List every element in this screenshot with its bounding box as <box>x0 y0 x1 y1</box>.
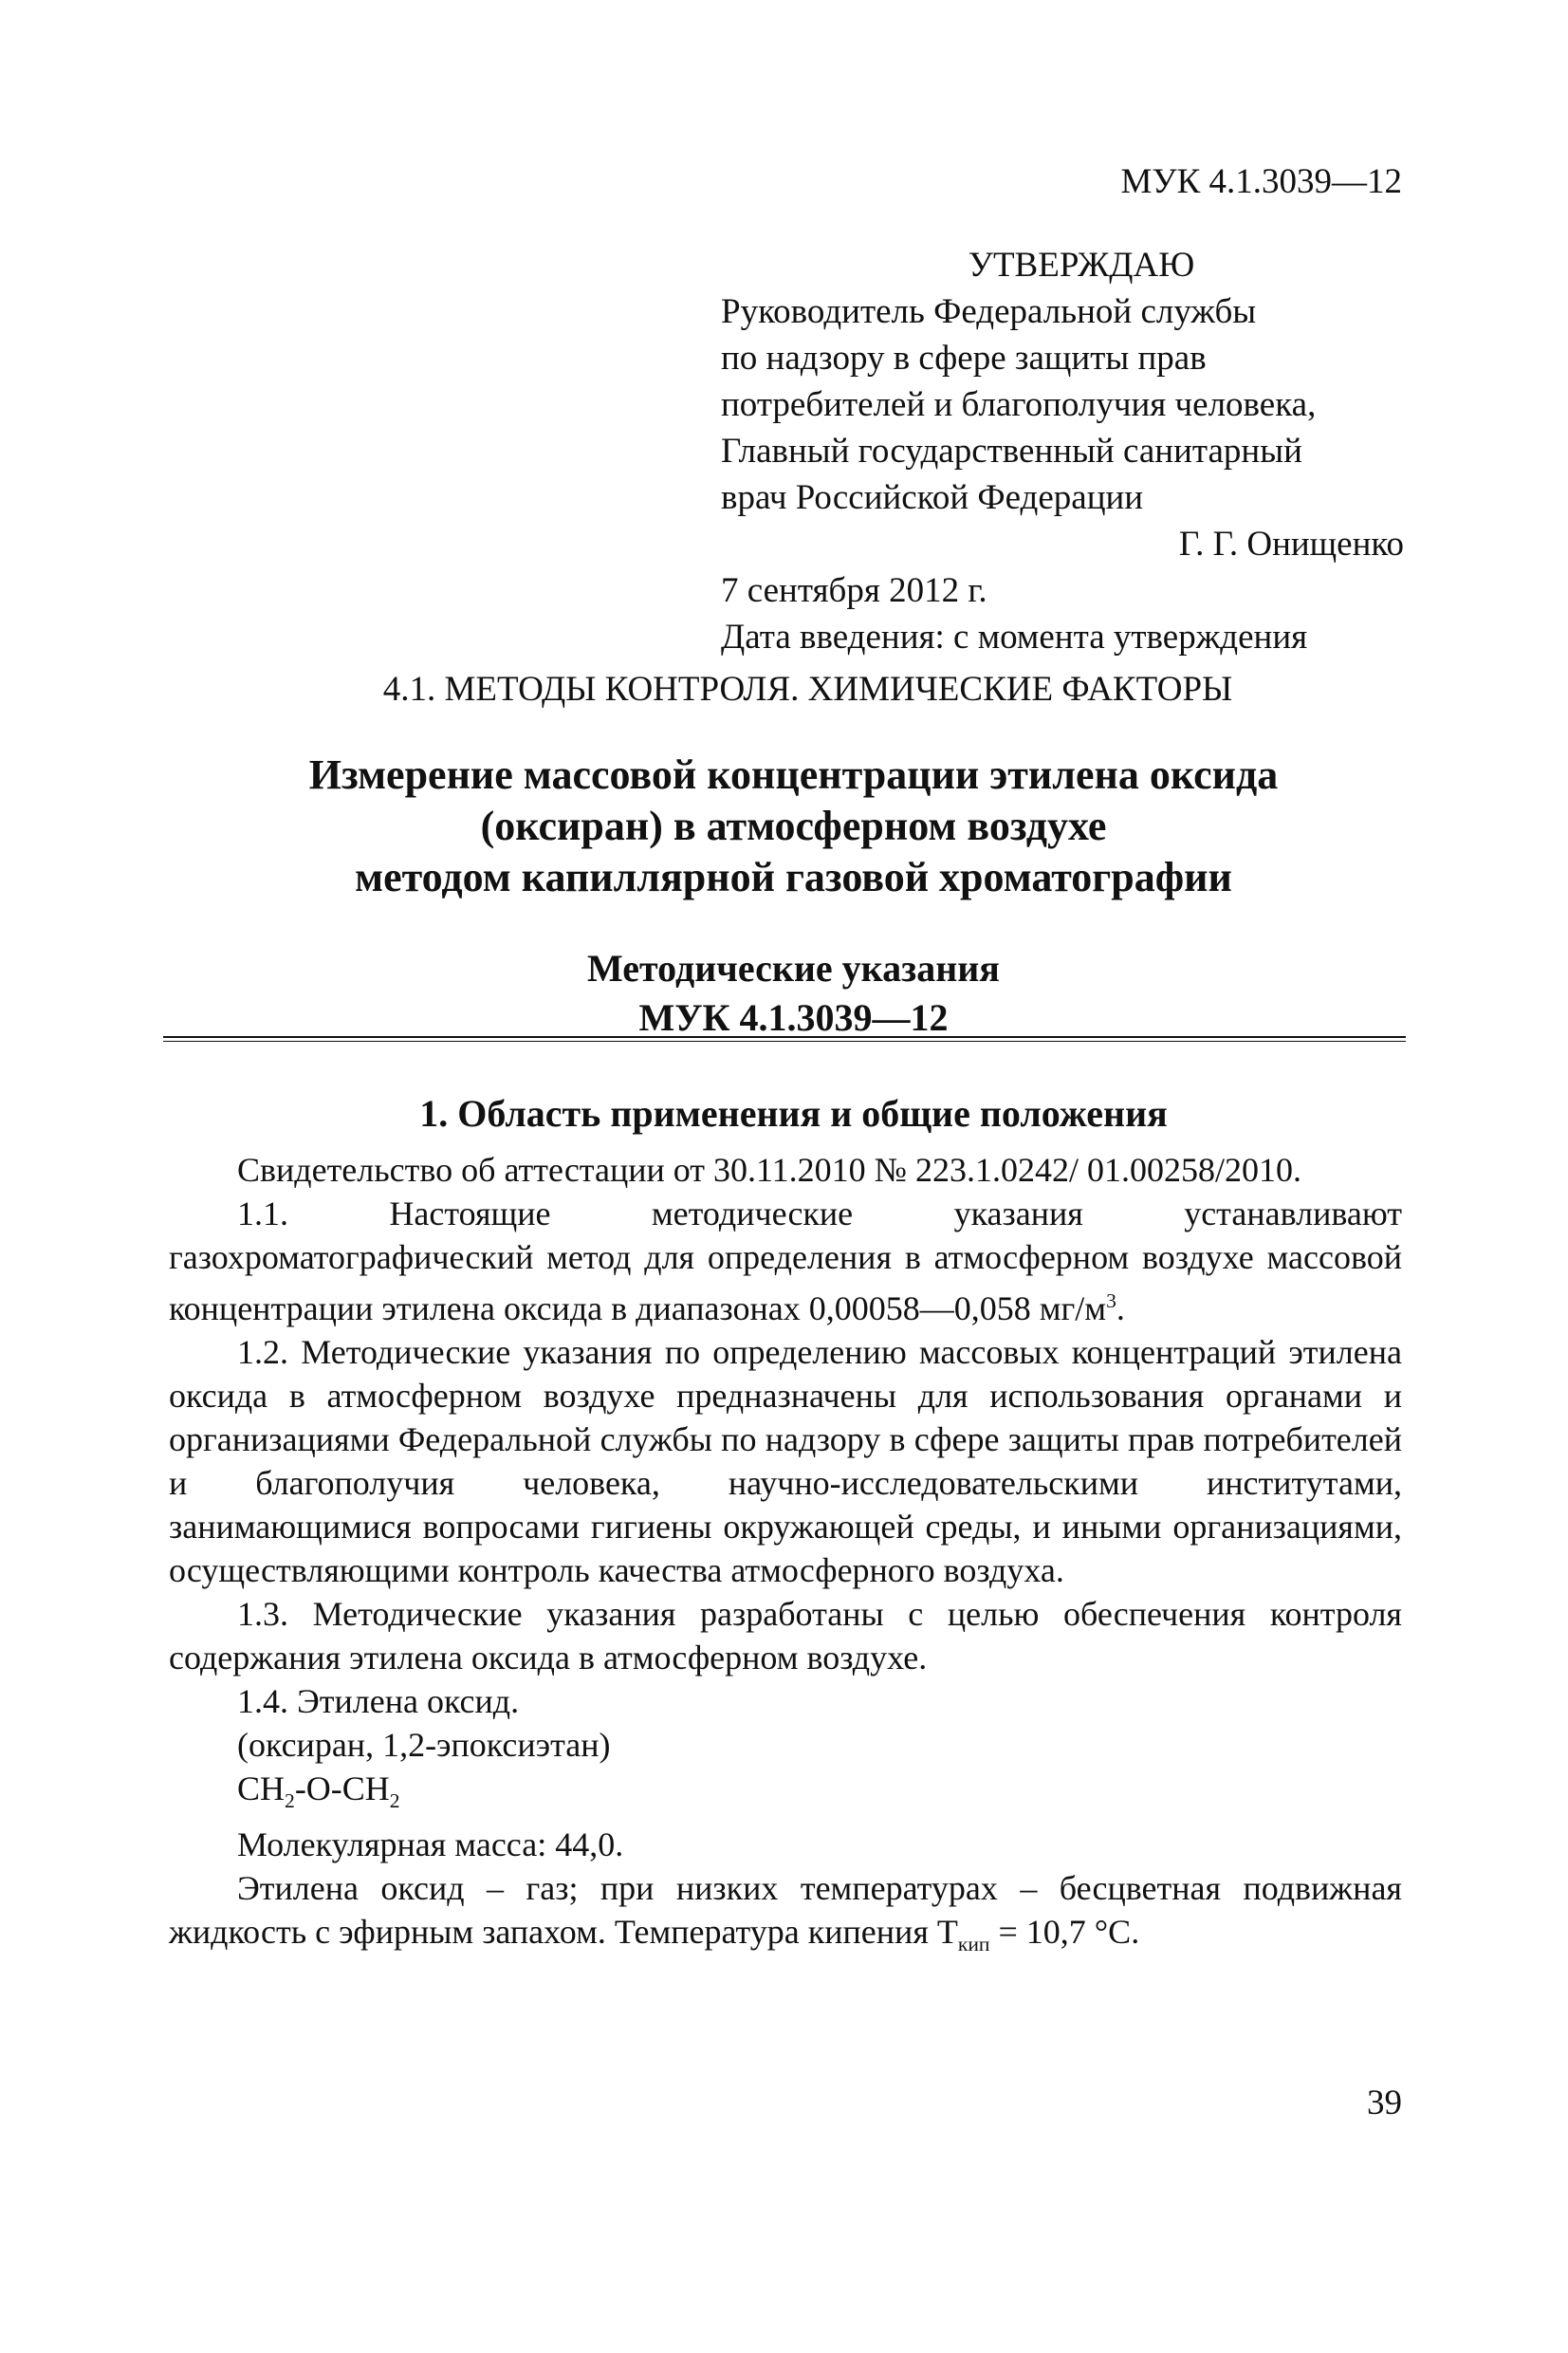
paragraph-1-1 <box>169 1192 1402 1330</box>
formula-part: CH <box>237 1769 286 1807</box>
paragraph-end: . <box>1116 1289 1125 1327</box>
approver-position-line: Руководитель Федеральной службы <box>721 292 1257 331</box>
approve-word: УТВЕРЖДАЮ <box>968 246 1195 285</box>
paragraph-1-3: 1.3. Методические указания разработаны с целью обеспечения контроля содержания этилена оксида в атмосферном воздухе. <box>169 1595 1402 1677</box>
section-1-body <box>169 1148 1402 1966</box>
paragraph-1-4: 1.4. Этилена оксид. <box>237 1682 520 1720</box>
molar-mass-line: Молекулярная масса: 44,0. <box>237 1825 624 1864</box>
synonyms-line: (оксиран, 1,2-эпоксиэтан) <box>237 1726 611 1764</box>
approval-date: 7 сентября 2012 г. <box>721 571 987 610</box>
approver-position-line: потребителей и благополучия человека, <box>721 385 1317 424</box>
approver-signature-name: Г. Г. Онищенко <box>1178 525 1404 564</box>
subscript: кип <box>957 1933 990 1956</box>
subtitle-line: Методические указания <box>587 947 1000 990</box>
chemical-formula <box>169 1767 1402 1823</box>
methods-section-heading: 4.1. МЕТОДЫ КОНТРОЛЯ. ХИМИЧЕСКИЕ ФАКТОРЫ <box>382 670 1233 709</box>
effective-date: Дата введения: с момента утверждения <box>721 618 1308 657</box>
document-title <box>0 750 1568 903</box>
approver-position-line: Главный государственный санитарный <box>721 432 1302 471</box>
approver-position-line: по надзору в сфере защиты прав <box>721 339 1207 378</box>
paragraph-text: Этилена оксид – газ; при низких температурах – бесцветная подвижная жидкость с эфирным запахом. Температура кипения T <box>169 1869 1402 1952</box>
properties-paragraph <box>169 1866 1402 1966</box>
formula-part: -O-CH <box>294 1769 390 1807</box>
double-rule-divider <box>163 1036 1406 1042</box>
paragraph-text: 1.1. Настоящие методические указания устанавливают газохроматографический метод для определения в атмосферном воздухе массовой концентрации этилена оксида в диапазонах 0,00058—0,058 мг/м <box>169 1195 1402 1327</box>
paragraph-1-2: 1.2. Методические указания по определению массовых концентраций этилена оксида в атмосферном воздухе предназначены для использования органами и организациями Федеральной службы по надзору в сфере защиты прав потребителей и благополучия человека, научно-исследовательскими институтами, занимающимися вопросами гигиены окружающей среды, и иными организациями, осуществляющими контроль качества атмосферного воздуха. <box>169 1333 1402 1589</box>
title-line: (оксиран) в атмосферном воздухе <box>480 803 1107 849</box>
formula-subscript: 2 <box>389 1789 400 1813</box>
page-number: 39 <box>1367 2084 1402 2122</box>
approval-block <box>721 242 1404 660</box>
subtitle-code: МУК 4.1.3039—12 <box>638 996 949 1039</box>
document-code-header: МУК 4.1.3039—12 <box>1120 162 1402 201</box>
formula-subscript: 2 <box>285 1789 295 1813</box>
superscript: 3 <box>1106 1289 1116 1312</box>
approver-position-line: врач Российской Федерации <box>721 478 1144 517</box>
document-subtitle <box>0 944 1568 1043</box>
certificate-paragraph: Свидетельство об аттестации от 30.11.2010 № 223.1.0242/ 01.00258/2010. <box>237 1151 1302 1189</box>
section-1-title: 1. Область применения и общие положения <box>419 1092 1168 1135</box>
title-line: Измерение массовой концентрации этилена оксида <box>308 751 1279 798</box>
paragraph-end: = 10,7 °C. <box>989 1913 1140 1952</box>
title-line: методом капиллярной газовой хроматографии <box>355 854 1232 900</box>
